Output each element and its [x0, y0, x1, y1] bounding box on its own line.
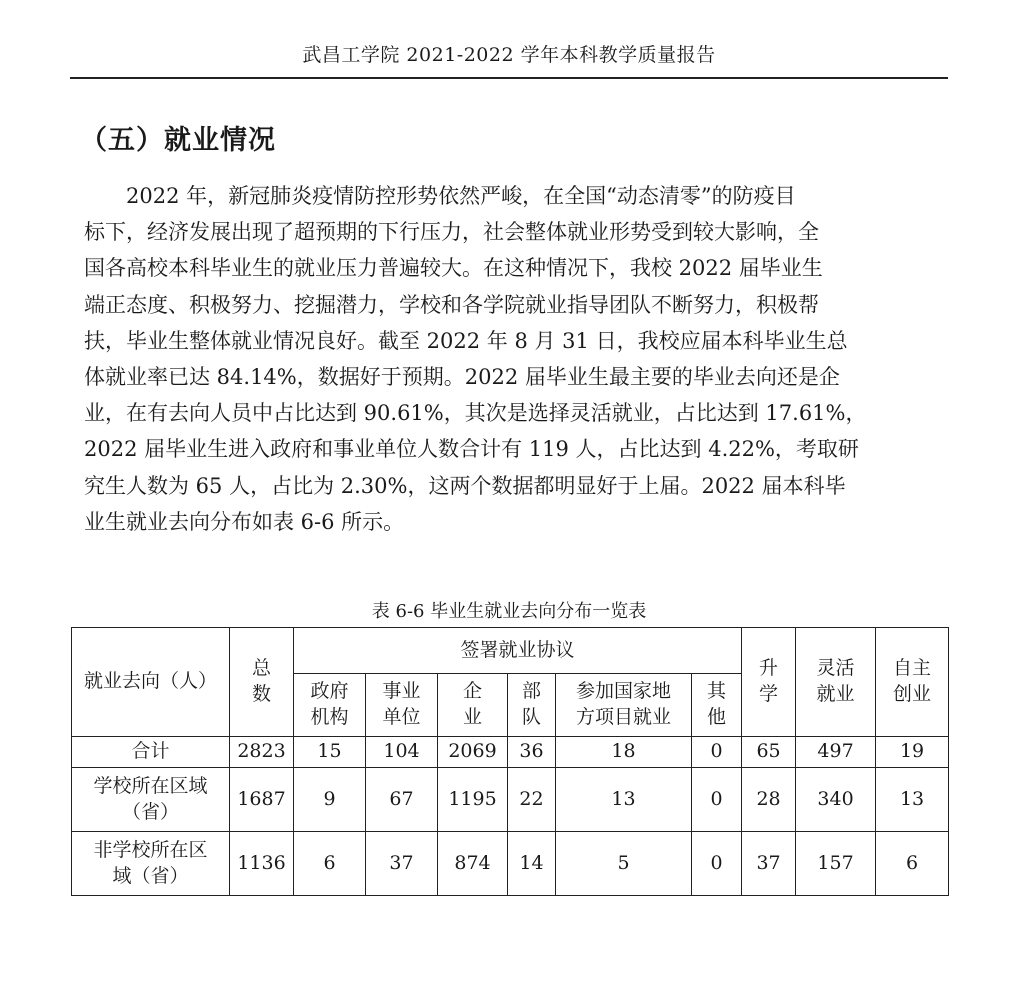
header-gov	[294, 674, 366, 737]
section-title: （五）就业情况	[80, 125, 276, 156]
header-signed-group: 签署就业协议	[294, 628, 742, 674]
header-further-study	[742, 628, 796, 737]
cell-ent: 1195	[438, 768, 508, 832]
header-other-line: 其	[707, 680, 727, 703]
header-self-line: 自主	[893, 657, 932, 680]
header-total-line: 总	[251, 657, 271, 680]
header-other-line: 他	[707, 706, 727, 728]
running-header: 武昌工学院 2021-2022 学年本科教学质量报告	[302, 44, 716, 66]
cell-gov: 9	[294, 768, 366, 832]
table-caption: 表 6-6 毕业生就业去向分布一览表	[371, 601, 647, 622]
cell-total: 1136	[230, 832, 294, 896]
cell-flexible: 157	[796, 832, 876, 896]
cell-further: 37	[742, 832, 796, 896]
header-flexible	[796, 628, 876, 737]
header-total-line: 数	[251, 683, 271, 705]
row-label	[72, 737, 230, 768]
cell-self: 19	[876, 737, 949, 768]
row-label-line: 学校所在区域	[93, 774, 208, 797]
cell-flexible: 340	[796, 768, 876, 832]
cell-army: 14	[508, 832, 556, 896]
cell-ent: 874	[438, 832, 508, 896]
header-army-line: 队	[521, 706, 541, 728]
paragraph-line: 2022 届毕业生进入政府和事业单位人数合计有 119 人，占比达到 4.22%，考取研	[84, 437, 859, 462]
header-inst-line: 事业	[382, 680, 421, 703]
row-label-line: （省）	[121, 800, 179, 823]
row-label	[72, 832, 230, 896]
row-label-line: 合计	[131, 740, 170, 763]
cell-other: 0	[692, 768, 742, 832]
header-divider	[70, 77, 948, 79]
row-label-line: 非学校所在区	[93, 838, 208, 861]
header-national-line: 方项目就业	[575, 706, 671, 728]
header-army	[508, 674, 556, 737]
header-self-employed	[876, 628, 949, 737]
header-enterprise	[438, 674, 508, 737]
cell-inst: 37	[366, 832, 438, 896]
header-gov-line: 机构	[310, 706, 349, 728]
cell-further: 28	[742, 768, 796, 832]
cell-national: 13	[556, 768, 692, 832]
cell-gov: 6	[294, 832, 366, 896]
cell-total: 2823	[230, 737, 294, 768]
cell-national: 5	[556, 832, 692, 896]
header-gov-line: 政府	[310, 680, 349, 703]
cell-inst: 104	[366, 737, 438, 768]
cell-army: 36	[508, 737, 556, 768]
header-flexible-line: 就业	[816, 683, 855, 705]
header-inst-line: 单位	[382, 706, 421, 728]
cell-gov: 15	[294, 737, 366, 768]
paragraph-line: 究生人数为 65 人，占比为 2.30%，这两个数据都明显好于上届。2022 届本科毕	[84, 473, 846, 498]
body-paragraph	[84, 178, 946, 540]
header-flexible-line: 灵活	[816, 657, 855, 680]
header-national-line: 参加国家地	[575, 680, 671, 703]
header-national-project	[556, 674, 692, 737]
header-row-label: 就业去向（人）	[72, 628, 230, 737]
paragraph-line: 体就业率已达 84.14%，数据好于预期。2022 届毕业生最主要的毕业去向还是企	[84, 365, 840, 390]
cell-further: 65	[742, 737, 796, 768]
header-further-line: 升	[759, 657, 779, 680]
cell-ent: 2069	[438, 737, 508, 768]
table-row-total	[72, 737, 949, 768]
paragraph-line: 2022 年，新冠肺炎疫情防控形势依然严峻，在全国“动态清零”的防疫目	[84, 184, 796, 208]
header-institution	[366, 674, 438, 737]
cell-other: 0	[692, 832, 742, 896]
cell-flexible: 497	[796, 737, 876, 768]
header-army-line: 部	[521, 680, 541, 703]
row-label-line: 域（省）	[112, 864, 189, 887]
cell-self: 6	[876, 832, 949, 896]
header-self-line: 创业	[893, 683, 932, 705]
paragraph-line: 扶，毕业生整体就业情况良好。截至 2022 年 8 月 31 日，我校应届本科毕业生总	[84, 328, 848, 353]
cell-national: 18	[556, 737, 692, 768]
table-row-out-province	[72, 832, 949, 896]
paragraph-line: 标下，经济发展出现了超预期的下行压力，社会整体就业形势受到较大影响，全	[84, 220, 819, 245]
paragraph-line: 国各高校本科毕业生的就业压力普遍较大。在这种情况下，我校 2022 届毕业生	[84, 256, 823, 281]
header-ent-line: 企	[462, 680, 482, 703]
header-total	[230, 628, 294, 737]
paragraph-line: 业生就业去向分布如表 6-6 所示。	[84, 509, 405, 534]
paragraph-line: 业，在有去向人员中占比达到 90.61%，其次是选择灵活就业，占比达到 17.61%，	[84, 401, 867, 426]
cell-self: 13	[876, 768, 949, 832]
header-other	[692, 674, 742, 737]
cell-army: 22	[508, 768, 556, 832]
header-ent-line: 业	[462, 706, 482, 728]
cell-total: 1687	[230, 768, 294, 832]
row-label	[72, 768, 230, 832]
header-further-line: 学	[759, 683, 779, 705]
cell-other: 0	[692, 737, 742, 768]
employment-table	[71, 627, 949, 896]
cell-inst: 67	[366, 768, 438, 832]
paragraph-line: 端正态度、积极努力、挖掘潜力，学校和各学院就业指导团队不断努力，积极帮	[84, 292, 819, 317]
table-row-in-province	[72, 768, 949, 832]
